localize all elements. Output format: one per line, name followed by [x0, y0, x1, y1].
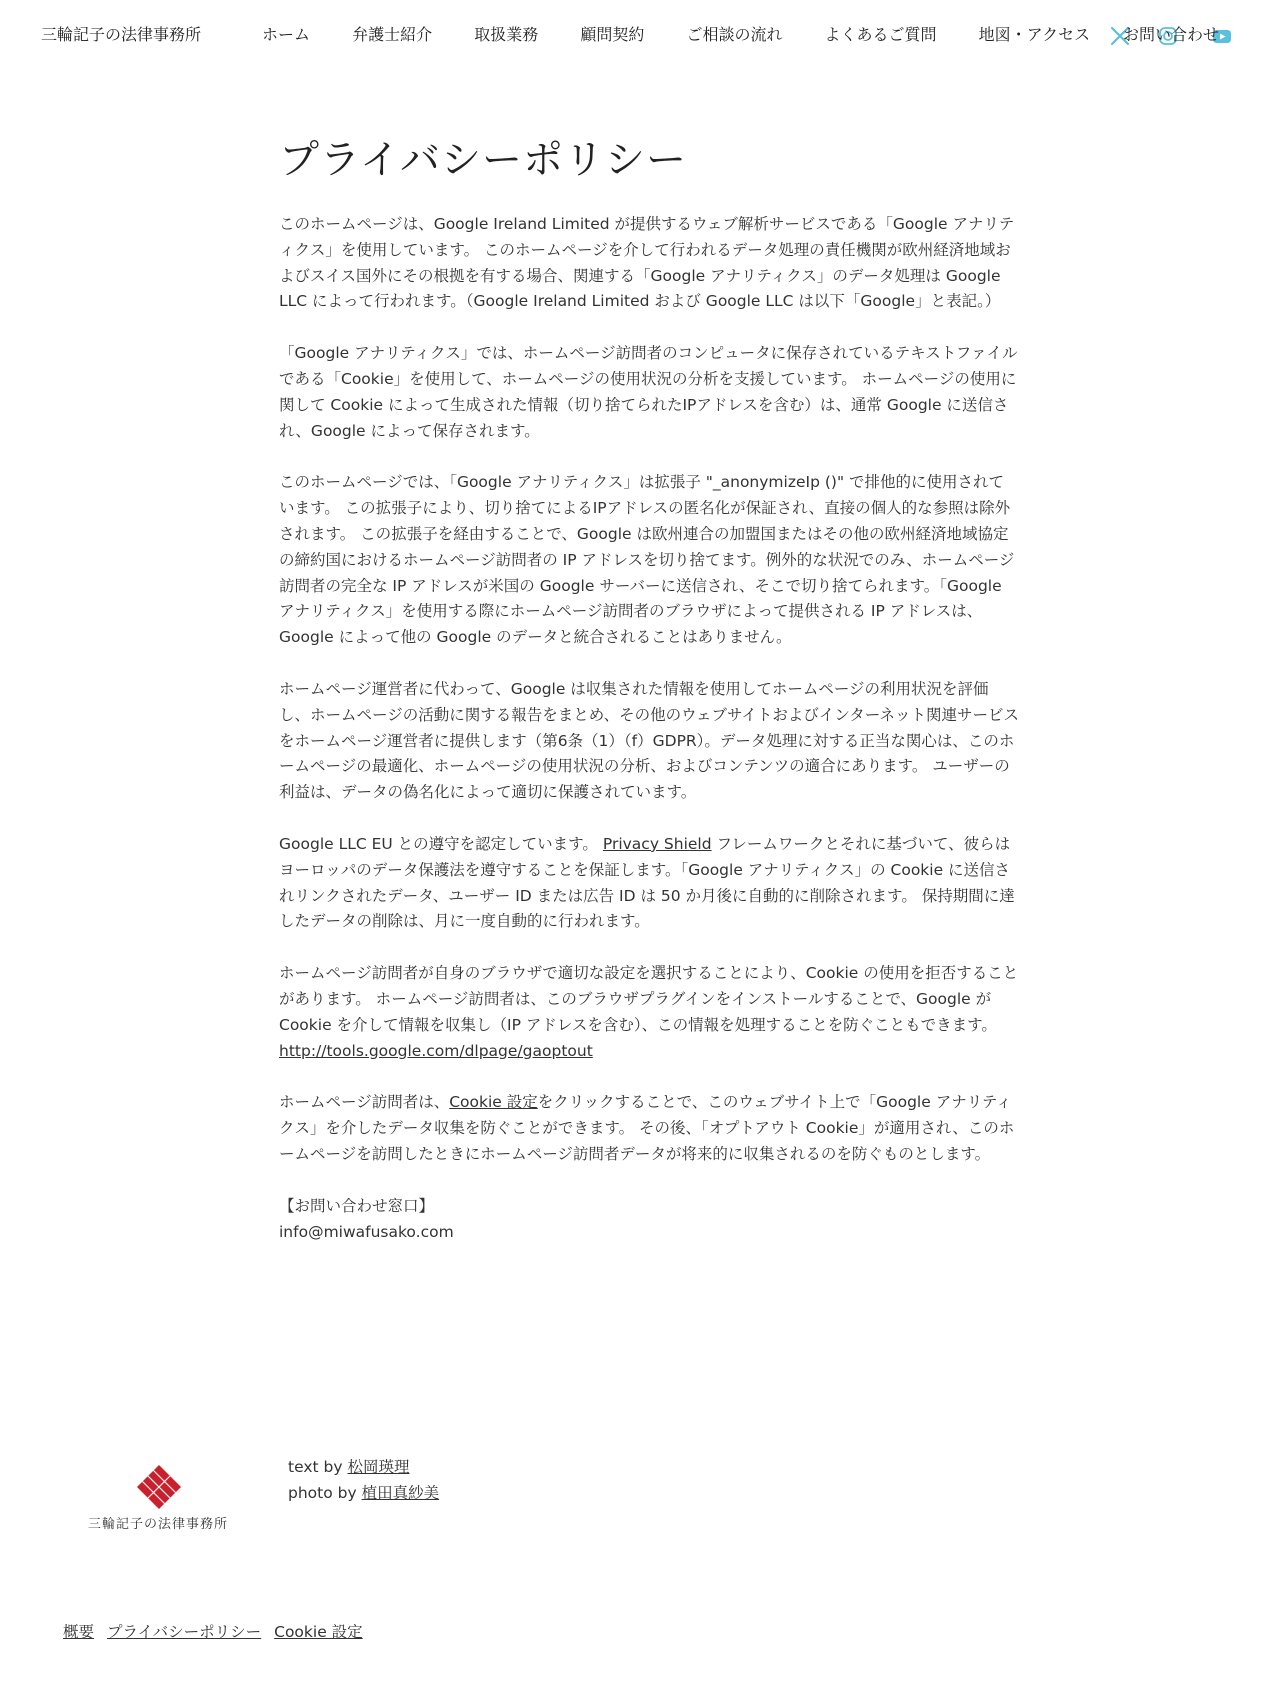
- paragraph-anonymize-ip: このホームページでは、「Google アナリティクス」は拡張子 "_anonymizeIp ()" で排他的に使用されています。 この拡張子により、切り捨てによるIPアドレスの匿名化が保証され、直接の個人的な参照は除外されます。 この拡張子を経由することで、Google は欧州連合の加盟国またはその他の欧州経済地域協定の締約国におけるホームページ訪問者の IP アドレスを切り捨てます。例外的な状況でのみ、ホームページ訪問者の完全な IP アドレスが米国の Google サーバーに送信され、そこで切り捨てられます。「Google アナリティクス」を使用する際にホームページ訪問者のブラウザによって提供される IP アドレスは、Google によって他の Google のデータと統合されることはありません。: [279, 473, 1015, 647]
- nav-item-faq[interactable]: よくあるご質問: [824, 25, 937, 44]
- page-title: プライバシーポリシー: [279, 137, 687, 183]
- paragraph-ga-intro: このホームページは、Google Ireland Limited が提供するウェブ解析サービスである「Google アナリティクス」を使用しています。 このホームページを介して行われるデータ処理の責任機関が欧州経済地域およびスイス国外にその根拠を有する場合、関連する「Google アナリティクス」のデータ処理は Google LLC によって行われます。（Google Ireland Limited および Google LLC は以下「Google」と表記。）: [279, 215, 1015, 311]
- footer-link-overview[interactable]: 概要: [63, 1623, 95, 1641]
- paragraph-privacy-shield: [279, 832, 1019, 935]
- nav-item-services[interactable]: 取扱業務: [474, 25, 539, 44]
- credit-photo: [288, 1480, 439, 1506]
- paragraph-text: ホームページ訪問者が自身のブラウザで適切な設定を選択することにより、Cookie の使用を拒否することがあります。 ホームページ訪問者は、このブラウザプラグインをインストールすることで、Google が Cookie を介して情報を収集し（IP アドレスを含む）、この情報を処理することを防ぐこともできます。: [279, 964, 1019, 1034]
- credit-text: [288, 1454, 439, 1480]
- logo-text: 三輪記子の法律事務所: [87, 1517, 228, 1532]
- paragraph-cookie-settings: [279, 1090, 1019, 1167]
- nav-item-access[interactable]: 地図・アクセス: [978, 25, 1091, 44]
- site-title[interactable]: 三輪記子の法律事務所: [41, 25, 202, 44]
- contact-link[interactable]: お問い合わせ: [1123, 25, 1220, 44]
- credit-text-prefix: text by: [288, 1458, 348, 1476]
- main-nav: [262, 24, 1090, 46]
- credits: [288, 1454, 439, 1506]
- logo-mark-icon: [137, 1465, 181, 1509]
- nav-item-retainer[interactable]: 顧問契約: [580, 25, 645, 44]
- paragraph-purpose: ホームページ運営者に代わって、Google は収集された情報を使用してホームページの利用状況を評価し、ホームページの活動に関する報告をまとめ、その他のウェブサイトおよびインターネット関連サービスをホームページ運営者に提供します（第6条（1）（f）GDPR）。データ処理に対する正当な関心は、このホームページの最適化、ホームページの使用状況の分析、およびコンテンツの適合にあります。 ユーザーの利益は、データの偽名化によって適切に保護されています。: [279, 679, 1019, 802]
- nav-item-lawyer[interactable]: 弁護士紹介: [352, 25, 433, 44]
- paragraph-text: ホームページ訪問者は、: [279, 1093, 450, 1112]
- paragraph-text: Google LLC EU との遵守を認定しています。: [279, 834, 603, 853]
- contact-email: info@miwafusako.com: [279, 1222, 454, 1241]
- credit-text-author-link[interactable]: 松岡瑛理: [347, 1458, 410, 1476]
- main-content: [279, 132, 1019, 1245]
- cookie-settings-link[interactable]: Cookie 設定: [449, 1093, 538, 1112]
- credit-photo-author-link[interactable]: 植田真紗美: [361, 1484, 440, 1502]
- gaoptout-link[interactable]: http://tools.google.com/dlpage/gaoptout: [279, 1041, 593, 1060]
- privacy-shield-link[interactable]: Privacy Shield: [602, 834, 712, 853]
- contact-heading: 【お問い合わせ窓口】: [279, 1196, 435, 1215]
- nav-item-home[interactable]: ホーム: [262, 25, 311, 44]
- contact-block: [279, 1194, 1019, 1246]
- nav-item-flow[interactable]: ご相談の流れ: [686, 25, 783, 44]
- footer-logo[interactable]: [84, 1465, 232, 1535]
- paragraph-cookie: 「Google アナリティクス」では、ホームページ訪問者のコンピュータに保存されているテキストファイルである「Cookie」を使用して、ホームページの使用状況の分析を支援しています。 ホームページの使用に関して Cookie によって生成された情報（切り捨てられたIPアドレスを含む）は、通常 Google に送信され、Google によって保存されます。: [279, 344, 1018, 440]
- paragraph-opt-out-plugin: [279, 961, 1019, 1064]
- footer-link-privacy-policy[interactable]: プライバシーポリシー: [106, 1623, 262, 1641]
- site-header: [0, 0, 1284, 74]
- footer-link-cookie-settings[interactable]: Cookie 設定: [274, 1623, 363, 1641]
- paragraph-text: フレームワークとそれに基づいて、彼らはヨーロッパのデータ保護法を遵守することを保証します。「Google アナリティクス」の Cookie に送信されリンクされたデータ、ユーザー ID または広告 ID は 50 か月後に自動的に削除されます。 保持期間に達したデータの削除は、月に一度自動的に行われます。: [279, 834, 1015, 931]
- footer-links: [63, 1621, 371, 1643]
- paragraph-text: をクリックすることで、このウェブサイト上で「Google アナリティクス」を介したデータ収集を防ぐことができます。 その後、「オプトアウト Cookie」が適用され、このホームページを訪問したときにホームページ訪問者データが将来的に収集されるのを防ぐものとします。: [279, 1093, 1015, 1163]
- credit-photo-prefix: photo by: [288, 1484, 362, 1502]
